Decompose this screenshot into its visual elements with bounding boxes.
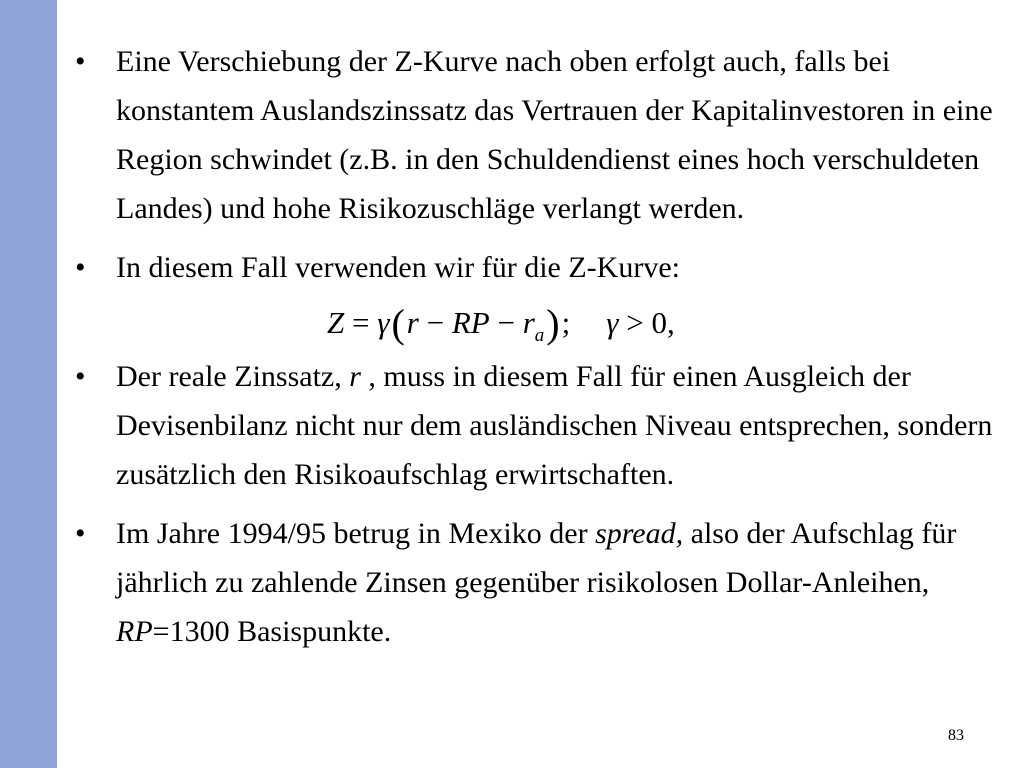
formula-greater-than: > [618, 305, 652, 340]
formula-ra-subscript: a [534, 325, 545, 346]
variable-r: r [349, 360, 361, 393]
variable-rp: RP [116, 615, 153, 648]
formula-rp: RP [451, 305, 490, 340]
formula-open-paren: ( [391, 301, 405, 346]
bullet-item [75, 352, 1010, 499]
slide-sidebar-bar [0, 0, 57, 768]
bullet-dot: • [75, 517, 86, 550]
formula-ra: r [522, 305, 535, 340]
formula-r: r [406, 305, 419, 340]
bullet-text: In diesem Fall verwenden wir für die Z-Kurve: [116, 251, 680, 284]
formula-zero: 0, [651, 305, 675, 340]
page-number: 83 [948, 727, 964, 744]
spread-term: spread, [595, 517, 684, 550]
bullet-dot: • [75, 360, 86, 393]
bullet-item [75, 509, 1010, 656]
bullet-text: Im Jahre 1994/95 betrug in Mexiko der spread, also der Aufschlag für jährlich zu zahlende Zinsen gegenüber risikolosen Dollar-Anleihen, RP=1300 Basispunkte. [116, 517, 957, 648]
slide-content [75, 37, 1010, 656]
formula-gamma-2: γ [606, 305, 619, 340]
formula-semicolon: ; [561, 305, 571, 340]
formula-gamma: γ [377, 305, 390, 340]
formula-minus: − [489, 305, 523, 340]
formula-close-paren: ) [546, 301, 560, 346]
z-curve-formula [75, 292, 1010, 352]
formula-z: Z [327, 305, 345, 340]
bullet-dot: • [75, 251, 86, 284]
bullet-text: Eine Verschiebung der Z-Kurve nach oben erfolgt auch, falls bei konstantem Auslandszinssatz das Vertrauen der Kapitalinvestoren in eine Region schwindet (z.B. in den Schuldendienst eines hoch verschuldeten Landes) und hohe Risikozuschläge verlangt werden. [116, 45, 993, 225]
formula-minus: − [418, 305, 452, 340]
bullet-item [75, 37, 1010, 233]
formula-equals: = [344, 305, 378, 340]
bullet-text: Der reale Zinssatz, r , muss in diesem Fall für einen Ausgleich der Devisenbilanz nicht nur dem ausländischen Niveau entsprechen, sondern zusätzlich den Risikoaufschlag erwirtschaften. [116, 360, 993, 491]
bullet-dot: • [75, 45, 86, 78]
bullet-item [75, 243, 1010, 292]
